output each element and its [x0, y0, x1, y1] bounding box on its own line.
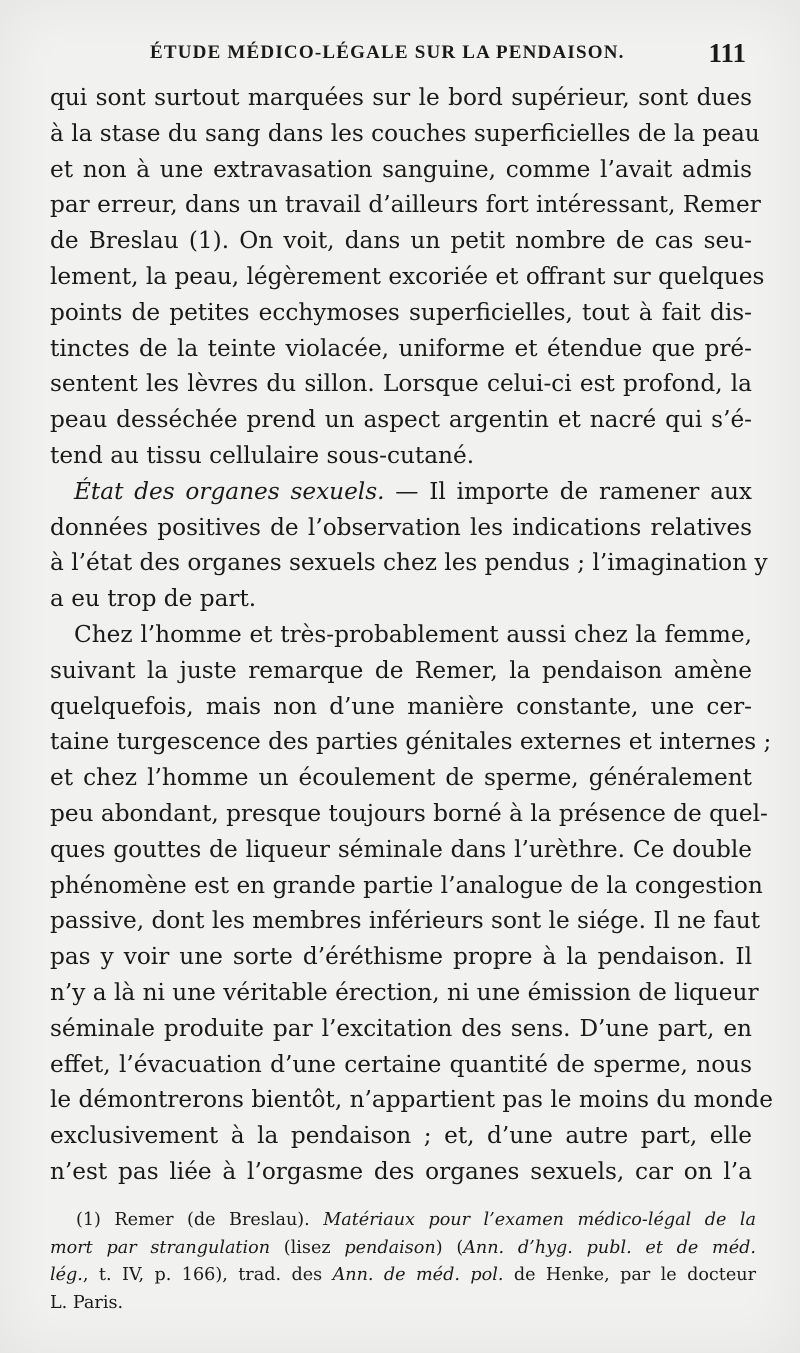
- footnote-text: (1) Remer (de Breslau).: [76, 1210, 324, 1230]
- paragraph-first-line: [50, 474, 752, 510]
- text-line: tend au tissu cellulaire sous-cutané.: [50, 441, 475, 469]
- footnote-title: pendaison: [344, 1237, 436, 1258]
- footnote-line: [50, 1207, 756, 1235]
- text-line: peau desséchée prend un aspect argentin et nacré qui s’é-: [50, 406, 752, 434]
- text-line: suivant la juste remarque de Remer, la pendaison amène: [50, 656, 752, 684]
- text-line: à l’état des organes sexuels chez les pendus ; l’imagination y: [50, 549, 768, 577]
- text-line: par erreur, dans un travail d’ailleurs fort intéressant, Remer: [50, 191, 761, 219]
- body-text: [50, 80, 773, 1190]
- text-line: lement, la peau, légèrement excoriée et offrant sur quelques: [50, 262, 765, 290]
- text-line: et non à une extravasation sanguine, comme l’avait admis: [50, 155, 752, 183]
- footnote-line: [50, 1235, 756, 1263]
- text-line: de Breslau (1). On voit, dans un petit nombre de cas seu-: [50, 227, 752, 255]
- text-line: effet, l’évacuation d’une certaine quantité de sperme, nous: [50, 1050, 752, 1078]
- footnote-title: mort par strangulation: [50, 1237, 271, 1258]
- footnote-line: [50, 1262, 756, 1290]
- running-title: ÉTUDE MÉDICO-LÉGALE SUR LA PENDAISON.: [150, 42, 625, 63]
- footnote-text: de Henke, par le docteur: [503, 1265, 757, 1285]
- footnote-journal: Ann. de méd. pol.: [332, 1265, 504, 1285]
- page-number: 111: [708, 38, 746, 68]
- text-line: données positives de l’observation les indications relatives: [50, 513, 752, 541]
- footnote-text: (lisez: [270, 1237, 345, 1258]
- footnote-text: , t. IV, p. 166), trad. des: [82, 1265, 333, 1285]
- footnote-line: L. Paris.: [50, 1292, 124, 1313]
- text-line: sentent les lèvres du sillon. Lorsque celui-ci est profond, la: [50, 370, 752, 398]
- text-line: n’y a là ni une véritable érection, ni une émission de liqueur: [50, 978, 759, 1006]
- text-line: passive, dont les membres inférieurs sont le siége. Il ne faut: [50, 907, 761, 935]
- text-line: a eu trop de part.: [50, 585, 257, 613]
- footnote: [50, 1207, 756, 1317]
- text-line: tinctes de la teinte violacée, uniforme et étendue que pré-: [50, 334, 752, 362]
- text-line: exclusivement à la pendaison ; et, d’une autre part, elle: [50, 1122, 752, 1150]
- text-line: taine turgescence des parties génitales externes et internes ;: [50, 728, 772, 756]
- text-line: quelquefois, mais non d’une manière constante, une cer-: [50, 692, 752, 720]
- text-line: pas y voir une sorte d’éréthisme propre à la pendaison. Il: [50, 943, 752, 971]
- running-head: [48, 38, 750, 72]
- text-line: séminale produite par l’excitation des sens. D’une part, en: [50, 1014, 752, 1042]
- footnote-text: ) (: [435, 1237, 464, 1258]
- text-line: ques gouttes de liqueur séminale dans l’urèthre. Ce double: [50, 835, 752, 863]
- text-run: — Il importe de ramener aux: [384, 477, 753, 505]
- footnote-journal: lég.: [50, 1265, 83, 1285]
- text-line: le démontrerons bientôt, n’appartient pas le moins du monde: [50, 1086, 773, 1114]
- footnote-title: Matériaux pour l’examen médico-légal de la: [323, 1210, 756, 1230]
- text-line: qui sont surtout marquées sur le bord supérieur, sont dues: [50, 84, 752, 111]
- text-line: phénomène est en grande partie l’analogue de la congestion: [50, 871, 763, 899]
- text-line: Chez l’homme et très-probablement aussi chez la femme,: [74, 620, 752, 648]
- text-line: n’est pas liée à l’orgasme des organes sexuels, car on l’a: [50, 1157, 752, 1185]
- text-line: à la stase du sang dans les couches superficielles de la peau: [50, 119, 760, 147]
- text-line: et chez l’homme un écoulement de sperme, généralement: [50, 764, 752, 792]
- section-run-in-heading: État des organes sexuels.: [74, 477, 385, 505]
- text-line: points de petites ecchymoses superficielles, tout à fait dis-: [50, 298, 752, 326]
- footnote-journal: Ann. d’hyg. publ. et de méd.: [463, 1237, 756, 1258]
- text-line: peu abondant, presque toujours borné à la présence de quel-: [50, 799, 768, 827]
